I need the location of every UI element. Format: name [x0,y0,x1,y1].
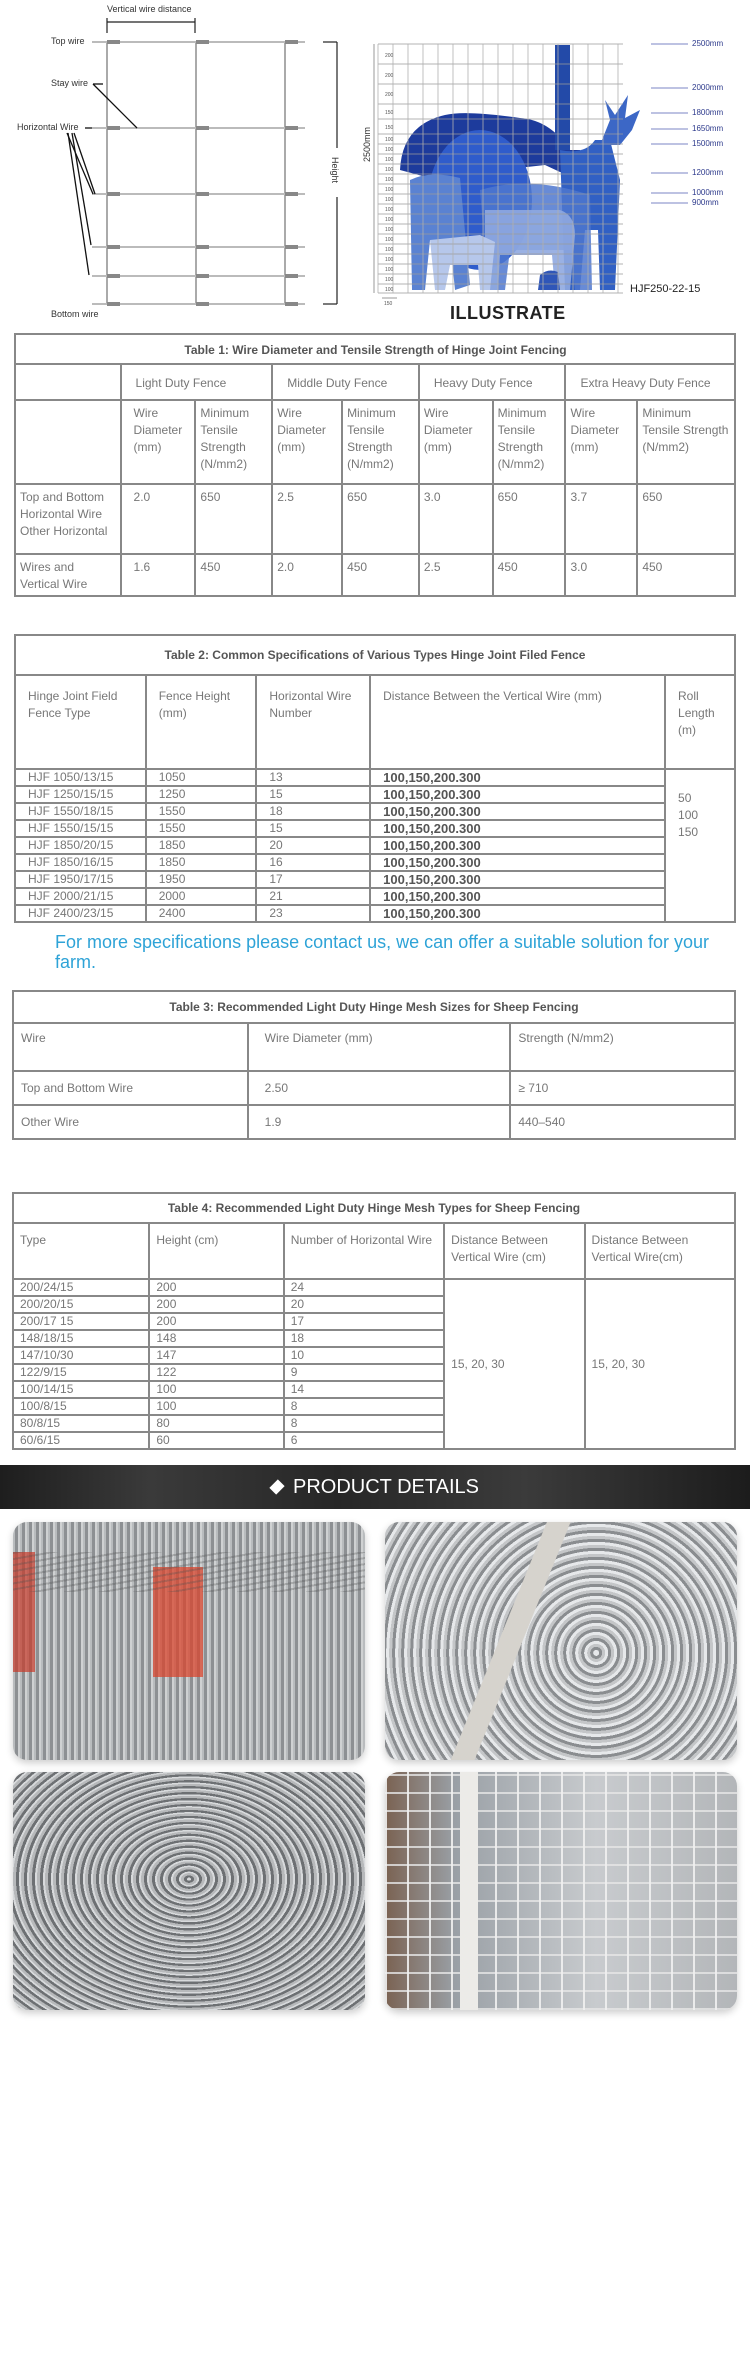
fence-structure-drawing [0,0,370,330]
cell: 122 [149,1364,283,1381]
top-wire-label: Top wire [51,36,85,46]
cell: 60/6/15 [13,1432,149,1449]
table-1-empty-header [15,364,121,400]
svg-text:100: 100 [385,267,394,273]
cell: Top and Bottom Wire [13,1071,248,1105]
header-fence-height: Fence Height (mm) [146,675,257,769]
cell: 1250 [146,786,257,803]
cell: 200 [149,1279,283,1296]
measuring-ruler [443,1522,576,1760]
cell: 1.6 [121,554,196,596]
horizontal-wire-label: Horizontal Wire [17,122,79,132]
height-mark-2000: 2000mm [692,83,724,92]
table-row [15,820,735,837]
header-wire-number: Horizontal Wire Number [256,675,370,769]
cell: 1850 [146,837,257,854]
measuring-ruler [460,1772,478,2010]
cell: 122/9/15 [13,1364,149,1381]
svg-text:100: 100 [385,257,394,263]
fence-roll-closeup-photo [13,1772,365,2010]
header-roll-length: Roll Length (m) [665,675,735,769]
table-row [15,888,735,905]
cell: 3.7 [565,484,637,554]
header-fence-type: Hinge Joint Field Fence Type [15,675,146,769]
cell: ≥ 710 [510,1071,735,1105]
merged-distance-cell-2: 15, 20, 30 [585,1279,735,1449]
total-height-label: 2500mm [362,126,372,162]
cell: 148 [149,1330,283,1347]
cell: 650 [637,484,735,554]
table-1-wire-diameter [14,333,736,597]
cell: 100,150,200.300 [370,871,665,888]
height-label: Height [330,157,340,184]
table-row [13,1071,735,1105]
table-row [15,854,735,871]
cell: 1850 [146,854,257,871]
table-1-title: Table 1: Wire Diameter and Tensile Strength of Hinge Joint Fencing [15,334,735,364]
cell: 100,150,200.300 [370,888,665,905]
sub-min-tensile: Minimum Tensile Strength (N/mm2) [493,400,566,484]
svg-text:100: 100 [385,197,394,203]
sub-wire-diameter: Wire Diameter (mm) [272,400,342,484]
cell: 450 [493,554,566,596]
product-label-tag [153,1567,203,1677]
group-middle-duty: Middle Duty Fence [272,364,419,400]
svg-text:200: 200 [385,53,394,59]
roll-length-cell [665,769,735,922]
diagrams-section [0,0,750,330]
cell: 450 [637,554,735,596]
illustrate-caption: ILLUSTRATE [450,303,566,321]
table-row [15,484,735,554]
header-vertical-distance-1: Distance Between Vertical Wire (cm) [444,1223,584,1279]
svg-text:100: 100 [385,157,394,163]
cell: 100,150,200.300 [370,837,665,854]
cell: 16 [256,854,370,871]
model-label: HJF250-22-15 [630,283,701,295]
cell: 2.50 [248,1071,511,1105]
sub-wire-diameter: Wire Diameter (mm) [419,400,493,484]
fence-mesh-with-ruler-photo [385,1772,737,2010]
cell: 147/10/30 [13,1347,149,1364]
cell: 100/14/15 [13,1381,149,1398]
cell: 3.0 [565,554,637,596]
cell: 2400 [146,905,257,922]
cell: 2.5 [272,484,342,554]
cell: HJF 1050/13/15 [15,769,146,786]
height-mark-2500: 2500mm [692,39,724,48]
cell: HJF 2400/23/15 [15,905,146,922]
table-3-title: Table 3: Recommended Light Duty Hinge Mesh Sizes for Sheep Fencing [13,991,735,1023]
cell: 200 [149,1296,283,1313]
height-mark-1000: 1000mm [692,188,724,197]
header-wire-diameter: Wire Diameter (mm) [248,1023,511,1071]
cell: 15 [256,820,370,837]
cell: 100,150,200.300 [370,803,665,820]
cell: 100 [149,1398,283,1415]
height-mark-900: 900mm [692,198,719,207]
cell: HJF 1550/18/15 [15,803,146,820]
row-label: Top and Bottom Horizontal Wire Other Horizontal [15,484,121,554]
svg-text:200: 200 [385,92,394,98]
cell: 18 [284,1330,444,1347]
hinge-joint-fence-rolls-photo [13,1522,365,1760]
height-mark-1650: 1650mm [692,124,724,133]
header-strength: Strength (N/mm2) [510,1023,735,1071]
svg-text:100: 100 [385,247,394,253]
cell: HJF 1250/15/15 [15,786,146,803]
cell: 450 [195,554,272,596]
cell: 1050 [146,769,257,786]
svg-text:100: 100 [385,187,394,193]
cell: 6 [284,1432,444,1449]
cell: 100/8/15 [13,1398,149,1415]
cell: 100,150,200.300 [370,854,665,871]
cell: 650 [342,484,419,554]
svg-text:100: 100 [385,137,394,143]
stay-wire-label: Stay wire [51,78,89,88]
sub-wire-diameter: Wire Diameter (mm) [565,400,637,484]
table-row [15,871,735,888]
product-details-heading: PRODUCT DETAILS [293,1475,479,1498]
header-wire: Wire [13,1023,248,1071]
sub-min-tensile: Minimum Tensile Strength (N/mm2) [195,400,272,484]
cell: HJF 1550/15/15 [15,820,146,837]
cell: 14 [284,1381,444,1398]
svg-text:100: 100 [385,277,394,283]
cell: 21 [256,888,370,905]
svg-text:100: 100 [385,177,394,183]
table-row [15,803,735,820]
cell: 1550 [146,820,257,837]
cell: 650 [493,484,566,554]
table-2-title: Table 2: Common Specifications of Various Types Hinge Joint Filed Fence [15,635,735,675]
cell: 20 [284,1296,444,1313]
svg-text:100: 100 [385,287,394,293]
roll-length-100: 100 [678,808,699,822]
cell: 450 [342,554,419,596]
table-row [15,837,735,854]
cell: 1.9 [248,1105,511,1139]
table-row [13,1105,735,1139]
cell: HJF 2000/21/15 [15,888,146,905]
table-row [15,769,735,786]
cell: HJF 1950/17/15 [15,871,146,888]
sub-wire-diameter: Wire Diameter (mm) [121,400,196,484]
vertical-wire-distance-label: Vertical wire distance [107,4,192,14]
cell: HJF 1850/16/15 [15,854,146,871]
table-4-title: Table 4: Recommended Light Duty Hinge Mesh Types for Sheep Fencing [13,1193,735,1223]
cell: 10 [284,1347,444,1364]
roll-length-50: 50 [678,791,692,805]
cell: 15 [256,786,370,803]
svg-text:150: 150 [384,301,393,307]
cell: 148/18/15 [13,1330,149,1347]
group-heavy-duty: Heavy Duty Fence [419,364,566,400]
cell: 24 [284,1279,444,1296]
table-row [15,905,735,922]
cell: 2000 [146,888,257,905]
cell: 3.0 [419,484,493,554]
row-label: Wires and Vertical Wire [15,554,121,596]
cell: 23 [256,905,370,922]
svg-text:100: 100 [385,147,394,153]
cell: 8 [284,1398,444,1415]
svg-text:100: 100 [385,237,394,243]
cell: 440–540 [510,1105,735,1139]
fence-roll-with-ruler-photo [385,1522,737,1760]
cell: HJF 1850/20/15 [15,837,146,854]
cell: 80/8/15 [13,1415,149,1432]
table-row [13,1279,735,1296]
cell: 200/24/15 [13,1279,149,1296]
cell: 8 [284,1415,444,1432]
animal-height-illustration [370,0,750,330]
header-horizontal-wire-count: Number of Horizontal Wire [284,1223,444,1279]
cell: 60 [149,1432,283,1449]
roll-length-150: 150 [678,825,699,839]
svg-text:100: 100 [385,217,394,223]
cell: 20 [256,837,370,854]
header-vertical-distance: Distance Between the Vertical Wire (mm) [370,675,665,769]
cell: 100,150,200.300 [370,820,665,837]
cell: Other Wire [13,1105,248,1139]
cell: 17 [284,1313,444,1330]
animal-silhouettes-grid [370,0,750,330]
header-height: Height (cm) [149,1223,283,1279]
sub-min-tensile: Minimum Tensile Strength (N/mm2) [637,400,735,484]
table-3-sheep-mesh-sizes [12,990,736,1140]
table-2-specifications [14,634,736,923]
table-4-sheep-mesh-types [12,1192,736,1450]
svg-text:150: 150 [385,110,394,116]
product-details-banner [0,1465,750,1509]
height-mark-1800: 1800mm [692,108,724,117]
table-row [15,786,735,803]
cell: 18 [256,803,370,820]
contact-promo-text: For more specifications please contact us, we can offer a suitable solution for your farm. [55,932,710,972]
height-mark-1500: 1500mm [692,139,724,148]
cell: 100,150,200.300 [370,769,665,786]
bottom-wire-label: Bottom wire [51,309,99,319]
diamond-icon [269,1479,284,1494]
cell: 2.0 [121,484,196,554]
group-light-duty: Light Duty Fence [121,364,273,400]
cell: 200/17 15 [13,1313,149,1330]
svg-text:100: 100 [385,227,394,233]
product-label-tag [13,1552,35,1672]
svg-text:150: 150 [385,125,394,131]
cell: 1550 [146,803,257,820]
fence-structure-diagram [0,0,370,330]
svg-text:100: 100 [385,167,394,173]
cell: 200/20/15 [13,1296,149,1313]
cell: 650 [195,484,272,554]
height-mark-1200: 1200mm [692,168,724,177]
cell: 2.0 [272,554,342,596]
header-type: Type [13,1223,149,1279]
cell: 200 [149,1313,283,1330]
group-extra-heavy-duty: Extra Heavy Duty Fence [565,364,735,400]
cell: 100,150,200.300 [370,905,665,922]
cell: 17 [256,871,370,888]
table-1-empty-subheader [15,400,121,484]
cell: 100,150,200.300 [370,786,665,803]
table-row [15,554,735,596]
cell: 1950 [146,871,257,888]
sub-min-tensile: Minimum Tensile Strength (N/mm2) [342,400,419,484]
cell: 147 [149,1347,283,1364]
svg-text:100: 100 [385,207,394,213]
merged-distance-cell-1: 15, 20, 30 [444,1279,584,1449]
cell: 80 [149,1415,283,1432]
cell: 9 [284,1364,444,1381]
cell: 13 [256,769,370,786]
cell: 2.5 [419,554,493,596]
header-vertical-distance-2: Distance Between Vertical Wire(cm) [585,1223,735,1279]
svg-text:200: 200 [385,73,394,79]
cell: 100 [149,1381,283,1398]
